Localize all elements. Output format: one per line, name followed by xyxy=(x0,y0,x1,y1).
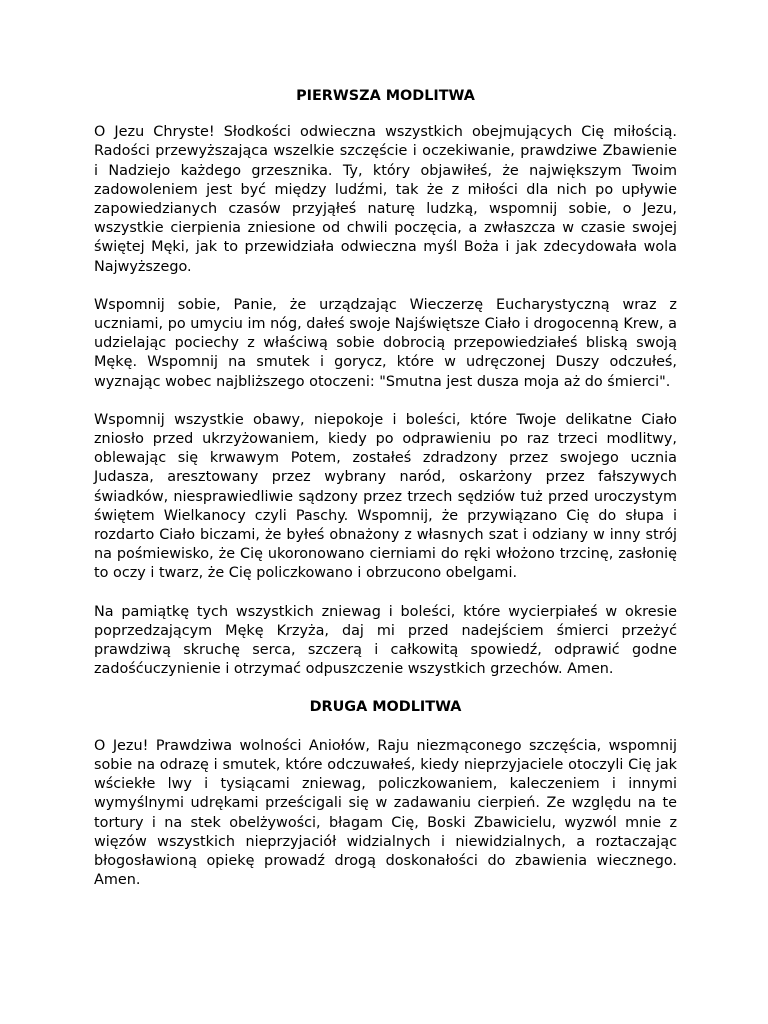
document-body xyxy=(94,87,677,890)
paragraph: O Jezu! Prawdziwa wolności Aniołów, Raju niezmąconego szczęścia, wspomnij sobie na odrazę i smutek, które odczuwałeś, kiedy nieprzyjaciele otoczyli Cię jak wściekłe lwy i tysiącami zniewag, policzkowaniem, kaleczeniem i innymi wymyślnymi udrękami prześcigali się w zadawaniu cierpień. Ze względu na te tortury i na stek obelżywości, błagam Cię, Boski Zbawicielu, wyzwól mnie z więzów wszystkich nieprzyjaciół widzialnych i niewidzialnych, a roztaczając błogosławioną opiekę prowadź drogą doskonałości do zbawienia wiecznego. Amen. xyxy=(94,737,677,889)
paragraph: Wspomnij sobie, Panie, że urządzając Wieczerzę Eucharystyczną wraz z uczniami, po umyciu im nóg, dałeś swoje Najświętsze Ciało i drogocenną Krew, a udzielając pociechy z właściwą sobie dobrocią przepowiedziałeś bliską swoją Mękę. Wspomnij na smutek i gorycz, które w udręczonej Duszy odczułeś, wyznając wobec najbliższego otoczeni: "Smutna jest dusza moja aż do śmierci". xyxy=(94,296,677,390)
paragraph: Na pamiątkę tych wszystkich zniewag i boleści, które wycierpiałeś w okresie poprzedzającym Mękę Krzyża, daj mi przed nadejściem śmierci przeżyć prawdziwą skruchę serca, szczerą i całkowitą spowiedź, odprawić godne zadośćuczynienie i otrzymać odpuszczenie wszystkich grzechów. Amen. xyxy=(94,603,677,678)
section-title-first-prayer: PIERWSZA MODLITWA xyxy=(296,88,475,104)
section-title-second-prayer: DRUGA MODLITWA xyxy=(309,699,462,716)
paragraph: Wspomnij wszystkie obawy, niepokoje i boleści, które Twoje delikatne Ciało zniosło przed ukrzyżowaniem, kiedy po odprawieniu po raz trzeci modlitwy, oblewając się krwawym Potem, zostałeś zdradzony przez swojego ucznia Judasza, aresztowany przez wybrany naród, oskarżony przez fałszywych świadków, niesprawiedliwie sądzony przez trzech sędziów tuż przed uroczystym świętem Wielkanocy czyli Paschy. Wspomnij, że przywiązano Cię do słupa i rozdarto Ciało biczami, że byłeś obnażony z własnych szat i odziany w inny strój na pośmiewisko, że Cię ukoronowano cierniami do ręki włożono trzcinę, zasłonię to oczy i twarz, że Cię policzkowano i obrzucono obelgami. xyxy=(94,411,677,582)
paragraph: O Jezu Chryste! Słodkości odwieczna wszystkich obejmujących Cię miłością. Radości przewyższająca wszelkie szczęście i oczekiwanie, prawdziwe Zbawienie i Nadziejo każdego grzesznika. Ty, który objawiłeś, że największym Twoim zadowoleniem jest być między ludźmi, tak że z miłości dla nich po upływie zapowiedzianych czasów przyjąłeś naturę ludzką, wspomnij sobie, o Jezu, wszystkie cierpienia zniesione od chwili poczęcia, a zwłaszcza w czasie swojej świętej Męki, jak to przewidziała odwieczna myśl Boża i jak zdecydowała wola Najwyższego. xyxy=(94,124,677,275)
